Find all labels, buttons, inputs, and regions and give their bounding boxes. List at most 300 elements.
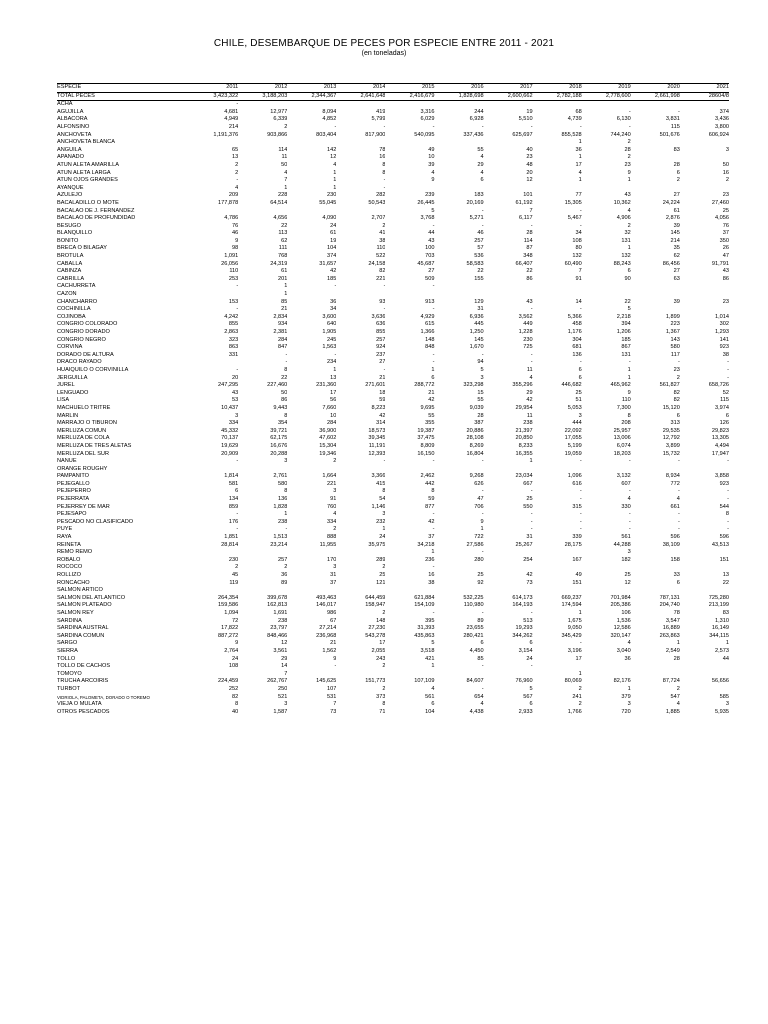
landing-cell: 934 [277,321,288,328]
landing-cell: 63 [673,275,680,282]
column-header-year: 2014 [336,84,385,93]
landing-cell: 37 [330,579,337,586]
landing-cell: 304 [572,336,582,343]
landing-cell [189,208,238,216]
landing-cell: 772 [670,480,680,487]
landing-cell: 13,006 [613,435,631,442]
landing-cell: - [628,511,631,518]
landing-cell [582,185,631,193]
landing-cell: 543,278 [365,632,386,639]
landing-cell [435,587,484,595]
landing-cell: 23,797 [270,625,288,632]
landing-cell: 607 [621,480,631,487]
landing-cell: 65 [232,146,239,153]
landing-cell: 12,977 [270,108,288,115]
landing-cell: 4 [676,701,680,708]
landing-cell: 6,339 [273,116,288,123]
landing-cell: 4,494 [715,442,729,449]
landing-cell: 132 [572,253,582,260]
landing-cell: 2,573 [715,647,729,654]
landing-cell: 2 [578,701,582,708]
table-body [57,92,729,716]
landing-cell [631,101,680,109]
table-row [57,177,729,185]
landing-cell: 596 [719,534,729,541]
landing-cell: - [530,488,533,495]
landing-cell [533,291,582,299]
landing-cell [385,101,434,109]
landing-cell: 170 [327,556,337,563]
landing-cell: 2,381 [273,329,288,335]
landing-cell: 1 [725,640,729,647]
landing-cell: 23 [526,154,533,161]
landing-cell: 2,764 [224,647,239,654]
landing-cell: 373 [376,693,386,700]
landing-cell: 1,851 [224,534,239,541]
species-name: MERLUZA DE TRES ALETAS [57,442,132,449]
species-name: DORADO DE ALTURA [57,351,114,358]
species-name: JERGUILLA [57,374,88,381]
landing-cell: 2 [235,161,239,168]
landing-cell: 1,310 [715,617,729,624]
table-row [57,488,729,496]
column-header-year: 2013 [287,84,336,93]
landing-cell: 214 [228,123,239,130]
landing-cell: 5,799 [371,116,386,123]
landing-cell: 3,831 [665,116,680,123]
landing-cell: 36 [624,655,631,662]
landing-cell: - [530,511,533,518]
landing-cell: 82,176 [613,678,631,685]
landing-cell: 640 [327,321,337,328]
landing-cell: 9 [235,237,239,244]
landing-cell: 521 [277,693,288,700]
landing-cell [631,283,680,291]
table-row [57,405,729,413]
landing-cell: 72 [232,617,239,624]
table-row [57,595,729,603]
species-name: AGUJILLA [57,108,84,115]
landing-cell: 8 [284,488,288,495]
landing-cell: 158 [670,556,680,563]
landing-cell: 62,175 [270,435,288,442]
landing-cell: 158,947 [365,602,386,609]
landing-cell: 6 [529,701,533,708]
landing-cell: 93 [379,298,386,305]
landing-cell [582,466,631,474]
landing-cell [336,139,385,147]
landing-cell: 614,173 [512,594,533,601]
landing-cell: 110 [621,397,631,404]
landing-cell: 10,437 [221,404,239,411]
species-name: SARDINA COMUN [57,632,105,639]
landing-cell: 12 [281,640,288,647]
landing-cell: - [530,526,533,533]
landing-cell: 3,600 [322,313,337,320]
species-name: COCHINILLA [57,306,91,313]
landing-cell: 101 [523,192,533,199]
landing-cell: 28 [624,146,631,153]
landing-cell: - [579,518,582,525]
table-row [57,291,729,299]
landing-cell: - [432,351,435,358]
landing-cell: 15,304 [319,442,337,449]
total-cell: 28604/8 [680,92,729,101]
landing-cell: 231,360 [316,382,337,389]
landing-cell [435,466,484,474]
landing-cell: 567 [523,693,533,700]
landing-cell: 435,863 [414,632,435,639]
landing-cell: 4 [333,511,337,518]
landing-cell: 4 [627,207,631,214]
landing-cell: - [383,283,386,290]
landing-cell: 2 [235,564,239,571]
landing-cell: 2 [676,374,680,381]
landing-cell [680,686,729,694]
landing-cell: 48 [526,161,533,168]
landing-cell: 5 [431,640,435,647]
landing-cell: 1 [627,177,631,184]
landing-cell: 14 [281,663,288,670]
landing-cell: 37 [428,534,435,541]
landing-cell: 146,017 [316,602,337,609]
landing-cell: 3 [627,701,631,708]
landing-cell: 394 [621,321,631,328]
landing-cell: 98 [232,245,239,252]
landing-cell: 24,158 [368,260,386,267]
landing-cell: 31 [526,534,533,541]
landing-cell: 19,059 [564,450,582,457]
species-name: MACHUELO TRITRE [57,404,111,411]
landing-cell: 141 [719,336,729,343]
landing-cell: 2 [382,222,386,229]
landing-cell: - [383,306,386,313]
landing-cell [336,208,385,216]
species-name: BACALAO DE PROFUNDIDAD [57,215,136,222]
landing-cell: 257 [474,237,484,244]
table-row [57,549,729,557]
landing-cell: 12,586 [613,625,631,632]
landing-cell: 3,636 [371,313,386,320]
landing-cell: - [628,518,631,525]
landing-cell: 237 [376,351,386,358]
landing-cell: 40 [232,708,239,715]
total-row [57,92,729,101]
landing-cell: - [677,518,680,525]
landing-cell: 1,146 [371,503,386,510]
species-name: REMO REMO [57,549,93,556]
landing-cell: 73 [330,708,337,715]
landing-cell: 73 [526,579,533,586]
landing-cell: 22 [281,222,288,229]
landing-cell [680,671,729,679]
landing-cell: 2,876 [665,215,680,222]
landing-cell: 108 [572,237,582,244]
landing-cell [484,564,533,572]
landing-cell: 230 [327,192,337,199]
species-name: PEJEGALLO [57,480,90,487]
landing-cell: 1,228 [518,329,533,335]
landing-cell: 9 [627,169,631,176]
landing-cell: 42 [526,397,533,404]
landing-cell: 817,900 [365,131,386,138]
species-name: TOLLO DE CACHOS [57,663,111,670]
landing-cell: 6 [676,579,680,586]
landing-cell: - [530,351,533,358]
landing-cell: 3 [578,412,582,419]
landing-cell: 114 [523,237,533,244]
table-row [57,511,729,519]
landing-cell: 27 [379,359,386,366]
species-name: PAMPANITO [57,473,90,480]
landing-cell: 725,280 [708,594,729,601]
landing-cell: 1,536 [616,617,631,624]
landing-cell [287,466,336,474]
landing-cell: 18 [379,389,386,396]
landing-cell: 223 [670,321,680,328]
landing-cell: 43 [526,298,533,305]
table-row [57,200,729,208]
landing-cell: 185 [621,336,631,343]
landing-cell: 151,773 [365,678,386,685]
landing-cell: 334 [327,518,337,525]
landing-cell: 238 [277,617,288,624]
landing-cell: 1 [382,526,386,533]
species-name: CABRILLA [57,275,85,282]
landing-cell: 86 [722,275,729,282]
table-row [57,504,729,512]
landing-cell: 8,809 [420,442,435,449]
species-name: TOLLO [57,655,76,662]
landing-cell: 39 [673,222,680,229]
landing-cell: 1 [284,511,288,518]
landing-cell: 132 [621,253,631,260]
landing-cell: 42 [330,268,337,275]
landing-cell: 257 [376,336,386,343]
landing-cell: 92 [477,579,484,586]
landing-cell: 159,586 [218,602,239,609]
landing-cell: 43 [722,268,729,275]
landing-cell [435,564,484,572]
landing-cell [287,208,336,216]
landing-cell: 3,974 [715,404,729,411]
table-row [57,390,729,398]
landing-cell: 855,528 [561,131,582,138]
landing-cell: 11 [526,412,533,419]
landing-cell: 27 [673,192,680,199]
landing-cell [631,154,680,162]
landing-cell: 3 [284,458,288,465]
landing-cell: - [236,283,239,290]
landing-cell: 110 [229,268,239,275]
table-row [57,185,729,193]
landing-cell [287,549,336,557]
landing-cell: 49 [575,572,582,578]
landing-cell: 25 [722,207,729,214]
column-header-year: 2019 [582,84,631,93]
landing-cell: 61 [281,268,288,275]
landing-cell: - [579,488,582,495]
landing-cell: - [236,177,239,184]
landing-cell: 38 [428,579,435,586]
landing-cell: 27,460 [711,199,729,206]
landing-cell: 183 [474,192,484,199]
table-row [57,276,729,284]
table-row [57,299,729,307]
landing-cell: 330 [621,503,631,510]
landing-cell: 45,687 [417,260,435,267]
column-header-year: 2016 [435,84,484,93]
landing-cell: 22 [526,268,533,275]
landing-cell: - [285,351,288,358]
table-row [57,382,729,390]
landing-cell: 3 [382,511,386,518]
landing-cell: 2 [627,154,631,161]
landing-cell: 39 [428,161,435,168]
landing-cell: 25 [477,572,484,578]
landing-cell: 20,169 [466,199,484,206]
landing-cell: 16 [722,169,729,176]
landing-cell: 148 [425,336,435,343]
landing-cell: 7 [333,701,337,708]
landing-cell: 644,459 [365,594,386,601]
landing-cell [287,671,336,679]
landing-cell: 913 [425,298,435,305]
landing-cell: 9,050 [567,625,582,632]
landing-cell: 580 [670,344,680,351]
landing-cell: 44,288 [613,541,631,548]
landing-cell [484,587,533,595]
landing-cell: 90 [624,275,631,282]
landing-cell [484,466,533,474]
landing-cell: 3,154 [518,647,533,654]
landing-cell: 253 [228,275,239,282]
landing-cell: 59 [379,397,386,404]
landing-cell: 23,655 [466,625,484,632]
species-name: ALFONSINO [57,123,90,130]
landing-cell: 87 [526,245,533,252]
landing-cell: 18,573 [368,427,386,434]
table-row [57,101,729,109]
landing-cell: 4,090 [322,215,337,222]
species-name: ROBALO [57,556,81,563]
total-cell: 2,782,188 [533,92,582,101]
landing-cell: - [432,306,435,313]
landing-cell: 888 [327,534,337,541]
landing-cell: 1 [627,245,631,252]
landing-cell: 5 [431,207,435,214]
landing-cell [435,101,484,109]
landing-cell [680,283,729,291]
species-name: ANCHOVETA [57,131,92,138]
landing-cell [336,466,385,474]
landing-cell: 2 [382,663,386,670]
landing-cell: 9 [431,177,435,184]
landing-cell: 59 [428,496,435,503]
landing-cell: 131 [621,351,631,358]
table-row [57,580,729,588]
landing-cell: 3,366 [371,473,386,480]
landing-cell: 331 [228,351,239,358]
landing-cell: 47 [477,496,484,503]
species-name: SARGO [57,640,78,647]
species-name: SALMON ARTICO [57,587,103,594]
landing-cell: 201 [277,275,288,282]
landing-cell [189,139,238,147]
landing-cell [435,283,484,291]
landing-cell: 540,095 [414,131,435,138]
landing-cell: 8,223 [371,404,386,411]
landing-cell [435,291,484,299]
landing-cell: 58,583 [466,260,484,267]
landing-cell: 23,034 [515,473,533,480]
landing-cell: 115 [670,123,680,130]
landing-cell: 3 [333,564,337,571]
landing-cell: 68 [575,108,582,115]
landing-cell: 36 [281,572,288,578]
landing-cell [631,564,680,572]
species-name: CHANCHARRO [57,298,98,305]
table-row [57,610,729,618]
landing-cell: 21 [330,640,337,647]
table-row [57,223,729,231]
landing-cell: - [481,488,484,495]
species-name: MERLUZA DE COLA [57,435,110,442]
landing-cell: 16 [428,572,435,578]
landing-cell: 1 [284,291,288,298]
landing-cell [680,306,729,314]
landing-cell [484,139,533,147]
landing-cell: 596 [670,534,680,541]
landing-cell: 29 [281,655,288,662]
landing-cell: 1,176 [567,329,582,335]
landing-cell: 64,514 [270,199,288,206]
landing-cell: 22 [281,374,288,381]
landing-cell: 27,214 [319,625,337,632]
landing-cell: 354 [277,420,288,427]
landing-cell: 13 [330,374,337,381]
landing-cell: 6 [578,374,582,381]
landing-cell [336,101,385,109]
landing-cell: - [481,222,484,229]
landing-cell: 9 [627,389,631,396]
landing-cell: 3,547 [665,617,680,624]
landing-cell: 25 [526,496,533,503]
landing-cell [533,663,582,671]
species-name: REINETA [57,541,81,548]
landing-cell: - [727,458,729,465]
landing-cell: 17 [575,161,582,168]
landing-cell: 29 [477,161,484,168]
landing-cell: 71 [379,708,386,715]
landing-cell: 243 [376,655,386,662]
landing-cell [336,587,385,595]
landing-cell: - [530,518,533,525]
species-name: BACALAO DE J. FERNANDEZ [57,207,135,214]
species-name: SIERRA [57,647,78,654]
landing-cell [533,564,582,572]
landing-cell: 8 [284,366,288,373]
landing-cell: 145 [474,336,484,343]
column-header-year: 2012 [238,84,287,93]
landing-cell: 26 [722,245,729,252]
landing-cell: 4,949 [224,116,239,123]
species-name: MARLIN [57,412,79,419]
landing-cell: 1 [284,283,288,290]
table-row [57,283,729,291]
landing-cell: 531 [327,693,337,700]
landing-cell: 80,069 [564,678,582,685]
